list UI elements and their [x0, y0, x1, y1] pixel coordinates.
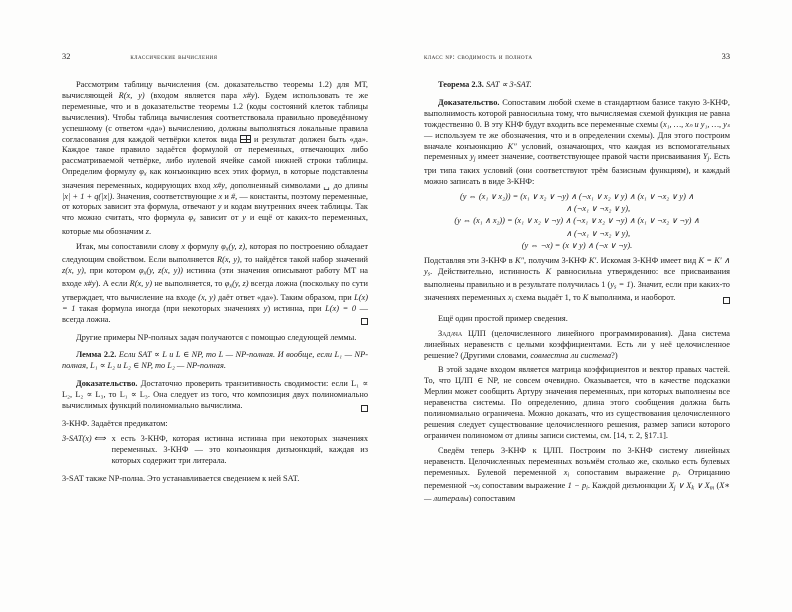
formula-ys-equals-1: $y_s = 1$	[610, 280, 631, 291]
formula-length-bound: |x| + 1 + q(|x|)	[62, 191, 113, 201]
running-head-title-right: класс np: сводимость и полнота	[424, 52, 533, 61]
formula-x-i: $x_i$	[507, 293, 514, 304]
formula-and-gate-line2: ∧ (¬x₁ ∨ ¬x₂ ∨ y),	[565, 228, 631, 238]
proof-body-lemma: Достаточно проверить транзитивность сводимости: если L₁ ∝ L₂, L₂ ∝ L₃, то L₁ ∝ L₃. Она следует из того, что композиция двух полиномиально вычислимых функций полиномиально вычислима.	[62, 379, 368, 411]
symbol-y-3: y	[263, 303, 268, 313]
right-text-column	[424, 80, 730, 505]
formula-y-j: $y_j$	[470, 152, 476, 163]
theorem-2-3	[424, 80, 730, 91]
task-italic-phrase: совместна ли система	[530, 350, 612, 360]
formula-not-gate: (y ⇔ ¬x) = (x ∨ y) ∧ (¬x ∨ ¬y).	[521, 241, 633, 251]
proof-label-theorem: Доказательство.	[438, 97, 500, 107]
symbol-hash: #	[230, 191, 236, 201]
symbol-x-2: x	[181, 241, 186, 251]
symbol-x-1: x	[218, 191, 223, 201]
qed-box-3	[723, 297, 730, 304]
symbol-y-1: y	[217, 202, 222, 212]
folio-right: 33	[721, 52, 730, 61]
formula-phi-x: $\varphi_x$	[139, 167, 147, 178]
formula-one-minus-pi: $1 - p_i$	[567, 481, 588, 492]
definition-3cnf-title: 3-КНФ. Задаётся предикатом:	[62, 418, 168, 428]
formula-pair-xy: (x, y)	[198, 292, 216, 302]
paragraph-reduction-3cnf-to-ilp: Сведём теперь 3-КНФ к ЦЛП. Построим по 3-КНФ систему линейных неравенств. Целочисленных переменных возьмём столько же, сколько есть булевых переменных. Булевой переменной $x_i$ сопоставим выражение $p_i$. Отрицанию переменной $\neg x_i$ сопоставим выражение $1 - p_i$. Каждой дизъюнкции $X_j$ ∨ $X_k$ ∨ $X_m$ (X∗ — литералы) сопоставим	[424, 445, 730, 504]
proof-label-lemma: Доказательство.	[76, 379, 138, 389]
lemma-proof	[62, 379, 368, 412]
formula-and-gate-line1: (y ⇔ (x₁ ∧ x₂)) = (x₁ ∨ x₂ ∨ ¬y) ∧ (¬x₁ ∨ x₂ ∨ ¬y) ∧ (x₁ ∨ ¬x₂ ∨ ¬y) ∧	[454, 216, 700, 226]
paragraph-ilp-in-np: В этой задаче входом является матрица коэффициентов и вектор правых частей. То, что ЦЛП ∈ NP, не совсем очевидно. Оказывается, что в качестве подсказки Мерлин может сообщить Артуру значения переменных, при которых выполнены все неравенства системы. По определению, длина этого сообщения должна быть полиномиально ограничена. Можно доказать, что из существования целочисленного решения следует существование целочисленного решения, размер записи которого ограничен полиномом от длины записи системы, см. [14, т. 2, §17.1].	[424, 365, 730, 440]
paragraph-other-examples: Другие примеры NP-полных задач получаются с помощью следующей леммы.	[76, 332, 357, 342]
formula-phi-x-2: $\varphi_x$	[188, 213, 196, 224]
formula-Y-j: $Y_j$	[702, 152, 710, 163]
formula-expression-pi: $p_i$	[672, 467, 679, 479]
formula-input-x-hash-y: x#y	[213, 180, 225, 190]
paragraph-computation-table: Рассмотрим таблицу вычисления (см. доказательство теоремы 1.2) для МТ, вычисляющей R(x, y) (входом является пара x#y). Будем использовать те же переменные, что и в доказательстве теоремы 1.2 (коды состояний клеток таблицы вычисления). Чтобы таблица вычисления соответствовала правильно проведённому успешному (с ответом «да») вычислению, должны выполняться локальные правила согласования для каждой четвёрки клеток вида и результат должен быть «да». Каждое такое правило задаётся формулой от переменных, отвечающих либо рассматриваемой четвёрке, либо нулевой ячейке самой нижней строки таблицы. Определим формулу $\varphi_x$ как конъюнкцию всех этих формул, в которые подставлены значения переменных, кодирующих вход x#y, дополненный символами ␣ до длины |x| + 1 + q(|x|). Значения, соответствующие x и #, — константы, поэтому переменные, от которых зависит эта формула, отвечают y и кодам внутренних ячеек таблицы. Так что можно считать, что формула $\varphi_x$ зависит от y и ещё от каких-то переменных, которые мы обозначим z.	[62, 80, 369, 236]
formula-phi-x-y-z: $\varphi_x(y$, z)	[221, 241, 246, 253]
definition-3sat-rhs: x есть 3-КНФ, которая истинна истинна при некоторых значениях переменных. 3-КНФ — это конъюнкция дизъюнкций, каждая из которых содержит три литерала.	[111, 433, 368, 465]
definition-3sat-predicate	[62, 434, 368, 467]
formula-boolean-var-xi: $x_i$	[563, 467, 570, 479]
theorem-label: Теорема 2.3.	[438, 80, 484, 89]
symbol-y-2: y	[242, 213, 246, 223]
folio-left: 32	[62, 52, 71, 61]
qed-box-2	[361, 405, 368, 412]
formula-or-gate-line1: (y ⇔ (x₁ ∨ x₂)) = (x₁ ∨ x₂ ∨ ¬y) ∧ (¬x₁ ∨ x₂ ∨ y) ∧ (x₁ ∨ ¬x₂ ∨ y) ∧	[459, 191, 695, 201]
lemma-2-2	[62, 350, 368, 372]
symbol-K-2: K	[582, 293, 589, 303]
paragraph-3sat-npcomplete: 3-SAT также NP-полна. Это устанавливается сведением к ней SAT.	[62, 473, 300, 483]
formula-schema-variables: x₁, …, xₙ и y₁, …, yₛ	[662, 119, 730, 129]
paragraph-another-example: Ещё один простой пример сведения.	[438, 313, 568, 323]
formula-R-xy-2: R(x, y)	[216, 255, 240, 265]
right-page	[396, 0, 792, 612]
lemma-statement: Если SAT ∝ L и L ∈ NP, то L — NP-полная. И вообще, если L₁ — NP-полная, L₁ ∝ L₂ и L₂ ∈ NP, то L₂ — NP-полная.	[62, 350, 368, 371]
formula-phi-x-y-z-2: $\varphi_x(y$, z)	[224, 279, 249, 290]
table-quadruple-cells-icon	[240, 135, 251, 143]
formula-R-xy: R(x, y)	[118, 90, 145, 100]
displayed-formula-block	[424, 191, 730, 253]
formula-R-xy-3: R(x, y)	[129, 279, 153, 289]
formula-or-gate-line2: ∧ (¬x₁ ∨ ¬x₂ ∨ y),	[565, 204, 631, 214]
formula-phi-x-y-zxy: $\varphi_x(y$, z(x, y))	[139, 266, 183, 277]
formula-z-xy: z(x, y)	[62, 266, 84, 275]
theorem-proof-part1: Доказательство. Сопоставим любой схеме в стандартном базисе такую 3-КНФ, выполнимость которой равносильна тому, что вычисляемая схемой функция не равна тождественно 0. В эту КНФ будут входить все переменные схемы (x₁, …, xₙ и y₁, …, yₛ — используем те же обозначения, что и в определении схемы). Для этого построим вначале конъюнкцию K″ условий, означающих, что каждая из вспомогательных переменных $y_j$ имеет значение, соответствующее правой части присваивания $Y_j$. Есть три типа таких условий (они соответствуют трём базисным функциям), и каждый можно записать в виде 3-КНФ:	[424, 97, 730, 186]
formula-input-x-hash-y-2: x#y	[83, 279, 96, 289]
formula-negation-xi: $\neg x_i$	[468, 481, 480, 492]
definition-3sat-lhs: 3-SAT(x) ⟺	[62, 433, 106, 443]
running-head-title-left: классические вычисления	[130, 52, 218, 61]
qed-box-1	[361, 318, 368, 325]
symbol-K-1: K	[545, 266, 552, 276]
formula-L-x-equals-0: L(x) = 0	[325, 303, 357, 313]
formula-K-prime: K′	[588, 255, 597, 265]
formula-L-x-equals-1: L(x) = 1	[62, 292, 368, 313]
lemma-label: Лемма 2.2.	[76, 350, 117, 360]
formula-K-definition: K = K′ ∧ $y_s$	[424, 255, 731, 278]
task-ilp: Задача ЦЛП (целочисленного линейного программирования). Дана система линейных неравенств с целыми коэффициентами. Есть ли у неё целочисленное решение? (Другими словами, совместна ли система?)	[424, 328, 731, 360]
formula-x-hash-y: x#y	[243, 90, 255, 100]
theorem-proof-part2: Подставляя эти 3-КНФ в K″, получим 3-КНФ K′. Искомая 3-КНФ имеет вид K = K′ ∧ $y_s$. Действительно, истинность K равносильна утверждению: все присваивания выполнены правильно и в результате получилась 1 $(y_s = 1)$. Значит, если при каких-то значениях переменных $x_i$ схема выдаёт 1, то K выполнима, и наоборот.	[424, 255, 731, 304]
task-label-ilp: Задача ЦЛП	[438, 328, 486, 338]
theorem-statement: SAT ∝ 3-SAT.	[485, 80, 532, 89]
running-head-right	[424, 52, 730, 66]
running-head-left	[62, 52, 368, 66]
note-literals: X∗ — литералы	[424, 481, 730, 504]
formula-K-double-prime: K″	[507, 141, 517, 151]
formula-disjunction-literals: $X_j$ ∨ $X_k$ ∨ $X_m$	[668, 481, 715, 492]
paragraph-formula-properties: Итак, мы сопоставили слову x формулу $\varphi_x(y$, z), которая по построению обладает следующим свойством. Если выполняется R(x, y), то найдётся такой набор значений z(x, y), при котором $\varphi_x(y$, z(x, y)) истинна (эти значения описывают работу МТ на входе x#y). А если R(x, y) не выполняется, то $\varphi_x(y$, z) всегда ложна (поскольку по сути утверждает, что вычисление на входе (x, y) даёт ответ «да»). Таким образом, при L(x) = 1 такая формула иногда (при некоторых значениях y) истинна, при L(x) = 0 — всегда ложна.	[62, 241, 369, 324]
left-text-column	[62, 80, 368, 485]
formula-K-double-prime-2: K″	[514, 255, 524, 265]
symbol-z: z	[145, 226, 149, 236]
